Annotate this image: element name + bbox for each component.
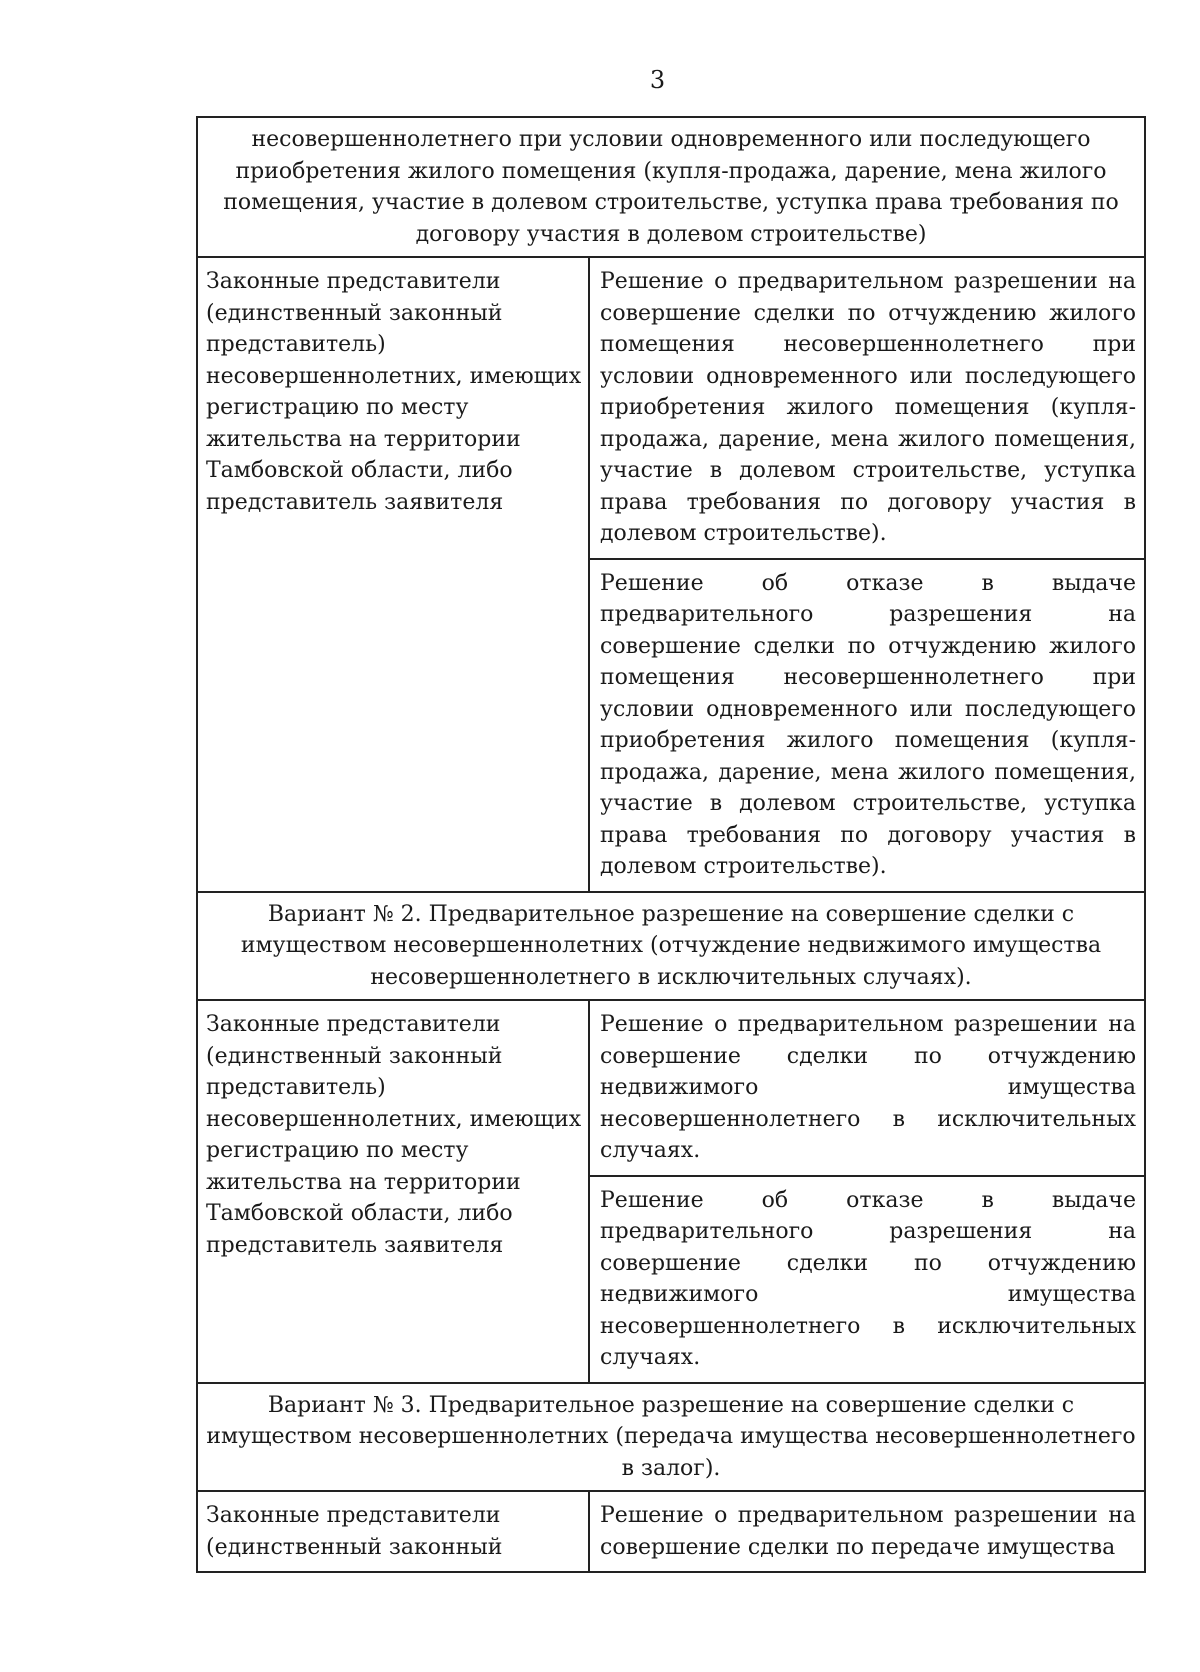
section1-result-positive: Решение о предварительном разрешении на совершение сделки по отчуждению жилого помещения несовершеннолетнего при условии одновременного или последующего приобретения жилого помещения (купля-продажа, дарение, мена жилого помещения, участие в долевом строительстве, уступка права требования по договору участия в долевом строительстве).	[600, 269, 1136, 546]
section1-result-negative: Решение об отказе в выдаче предварительного разрешения на совершение сделки по отчуждению жилого помещения несовершеннолетнего при условии одновременного или последующего приобретения жилого помещения (купля-продажа, дарение, мена жилого помещения, участие в долевом строительстве, уступка права требования по договору участия в долевом строительстве).	[590, 558, 1144, 891]
section2-result-positive: Решение о предварительном разрешении на совершение сделки по отчуждению недвижимого имущества несовершеннолетнего в исключительных случаях.	[600, 1012, 1136, 1163]
section3-result-positive: Решение о предварительном разрешении на совершение сделки по передаче имущества	[600, 1503, 1136, 1560]
section1-results	[590, 258, 1144, 891]
section1-row	[198, 256, 1144, 891]
section3-header: Вариант № 3. Предварительное разрешение на совершение сделки с имуществом несовершеннолетних (передача имущества несовершеннолетнего в залог).	[198, 1382, 1144, 1491]
section1-applicants: Законные представители (единственный законный представитель) несовершеннолетних, имеющих регистрацию по месту жительства на территории Тамбовской области, либо представитель заявителя	[198, 258, 590, 891]
section1-header: несовершеннолетнего при условии одновременного или последующего приобретения жилого помещения (купля-продажа, дарение, мена жилого помещения, участие в долевом строительстве, уступка права требования по договору участия в долевом строительстве)	[198, 116, 1144, 256]
section2-results	[590, 1001, 1144, 1382]
section3-row	[198, 1490, 1144, 1573]
services-table	[196, 116, 1146, 1573]
section2-row	[198, 999, 1144, 1382]
page-number: 3	[649, 66, 666, 94]
section2-result-negative: Решение об отказе в выдаче предварительного разрешения на совершение сделки по отчуждению недвижимого имущества несовершеннолетнего в исключительных случаях.	[590, 1175, 1144, 1382]
section2-header: Вариант № 2. Предварительное разрешение на совершение сделки с имуществом несовершеннолетних (отчуждение недвижимого имущества несовершеннолетнего в исключительных случаях).	[198, 891, 1144, 1000]
section3-results	[590, 1492, 1144, 1571]
section2-applicants: Законные представители (единственный законный представитель) несовершеннолетних, имеющих регистрацию по месту жительства на территории Тамбовской области, либо представитель заявителя	[198, 1001, 590, 1382]
section3-applicants: Законные представители (единственный законный	[198, 1492, 590, 1571]
